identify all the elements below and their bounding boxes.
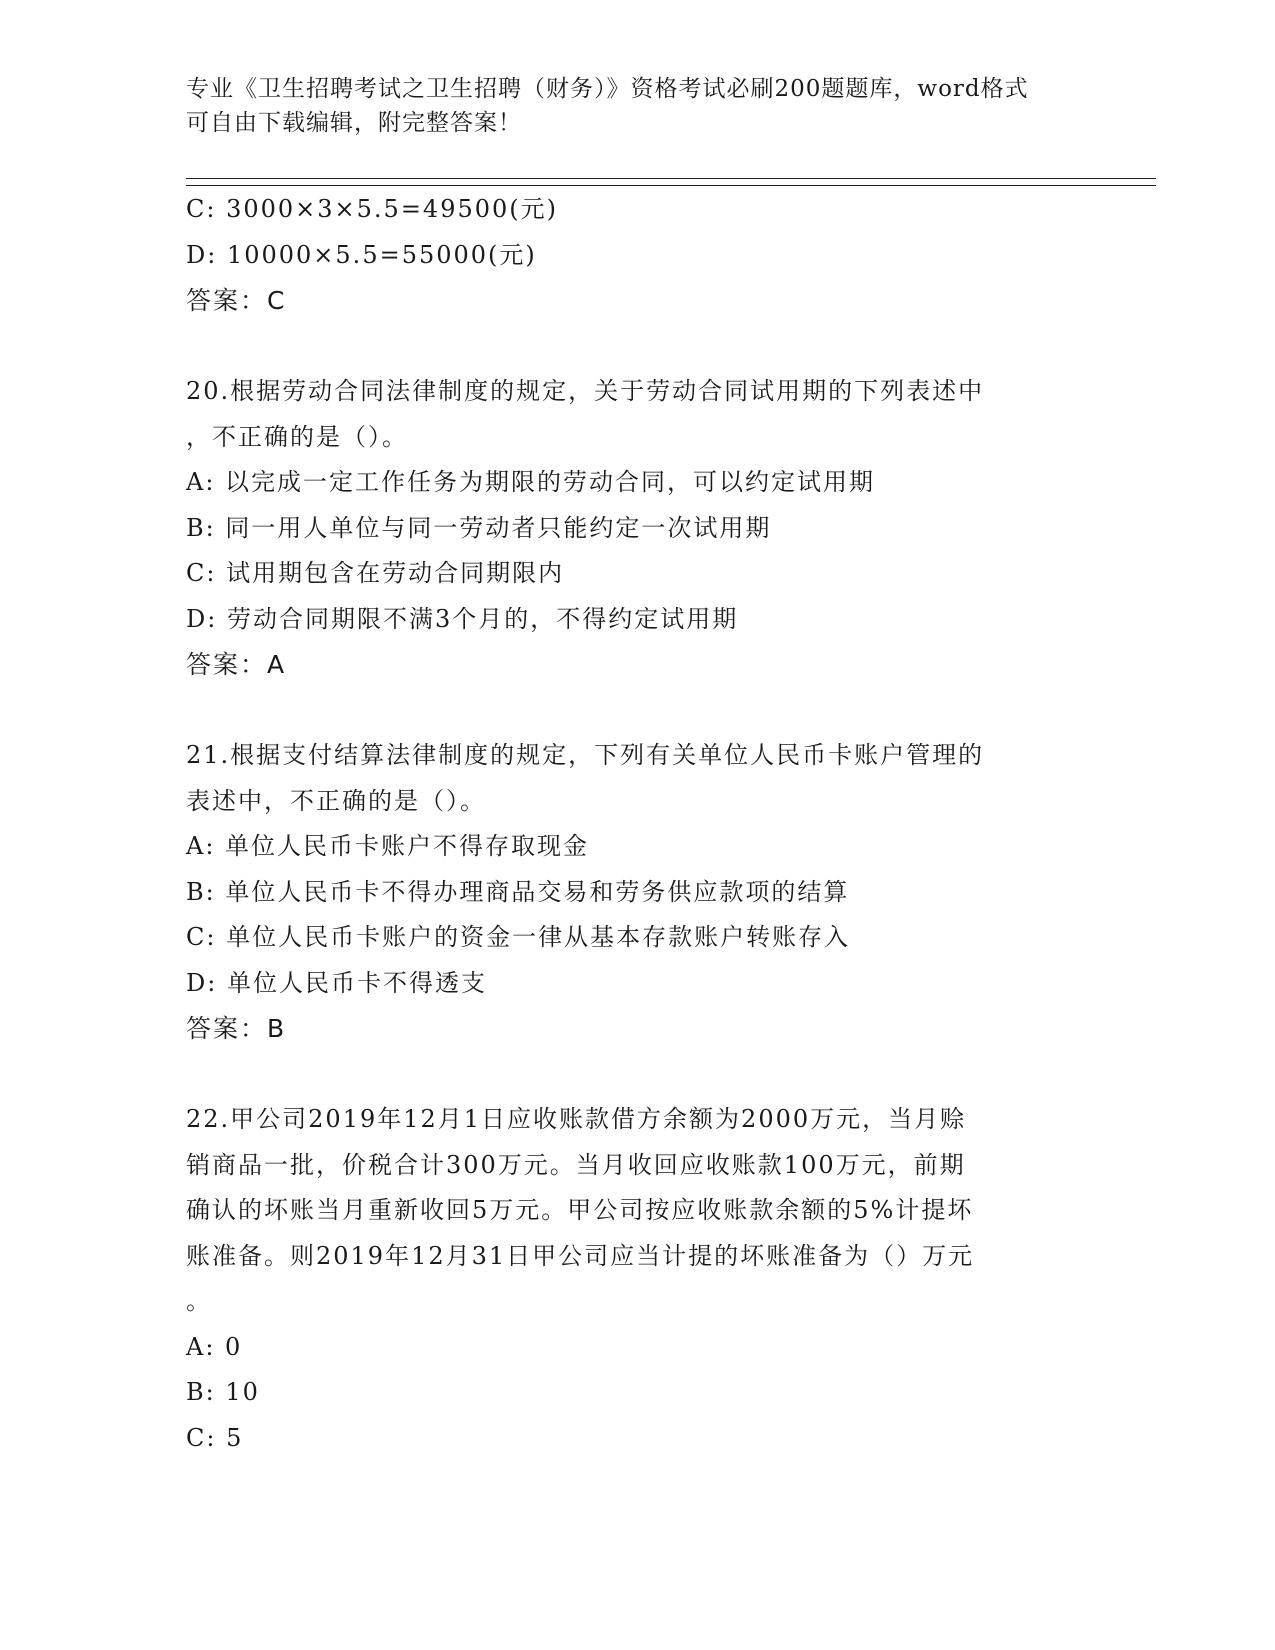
option-c: C: 3000×3×5.5=49500(元) [186,195,558,223]
question-stem: 20.根据劳动合同法律制度的规定，关于劳动合同试用期的下列表述中 [186,377,985,405]
spacer [186,324,1086,370]
header-title-line-1: 专业《卫生招聘考试之卫生招聘（财务）》资格考试必刷200题题库，word格式 [186,76,1029,102]
question-20 [186,369,1086,688]
option-a: A: 单位人民币卡账户不得存取现金 [186,832,590,860]
spacer [186,688,1086,734]
question-stem: 销商品一批，价税合计300万元。当月收回应收账款100万元，前期 [186,1150,966,1179]
option-d: D: 10000×5.5=55000(元) [186,240,537,269]
option-b: B: 同一用人单位与同一劳动者只能约定一次试用期 [186,513,772,542]
question-stem: 账准备。则2019年12月31日甲公司应当计提的坏账准备为（）万元 [186,1241,975,1270]
option-c: C: 单位人民币卡账户的资金一律从基本存款账户转账存入 [186,923,851,951]
question-21 [186,733,1086,1052]
answer-line: 答案：C [186,286,287,315]
question-stem: 。 [186,1287,212,1315]
option-d: D: 劳动合同期限不满3个月的，不得约定试用期 [186,604,739,633]
question-stem: ，不正确的是（）。 [186,422,408,451]
question-stem: 确认的坏账当月重新收回5万元。甲公司按应收账款余额的5%计提坏 [186,1196,974,1224]
answer-line: 答案：B [186,1014,287,1043]
option-a: A: 以完成一定工作任务为期限的劳动合同，可以约定试用期 [186,468,876,496]
document-header [186,72,1066,140]
question-stem: 22.甲公司2019年12月1日应收账款借方余额为2000万元，当月赊 [186,1105,967,1133]
header-divider [186,178,1156,186]
option-a: A: 0 [186,1332,243,1361]
option-d: D: 单位人民币卡不得透支 [186,968,487,997]
option-b: B: 单位人民币卡不得办理商品交易和劳务供应款项的结算 [186,877,850,906]
question-stem: 表述中，不正确的是（）。 [186,786,486,815]
option-c: C: 试用期包含在劳动合同期限内 [186,559,565,587]
option-c: C: 5 [186,1423,244,1452]
previous-question-tail [186,187,1086,324]
answer-line: 答案：A [186,650,287,679]
question-22 [186,1097,1086,1461]
document-body [186,187,1086,1461]
spacer [186,1052,1086,1098]
header-title-line-2: 可自由下载编辑，附完整答案！ [186,110,522,136]
option-b: B: 10 [186,1378,260,1406]
question-stem: 21.根据支付结算法律制度的规定，下列有关单位人民币卡账户管理的 [186,741,985,769]
